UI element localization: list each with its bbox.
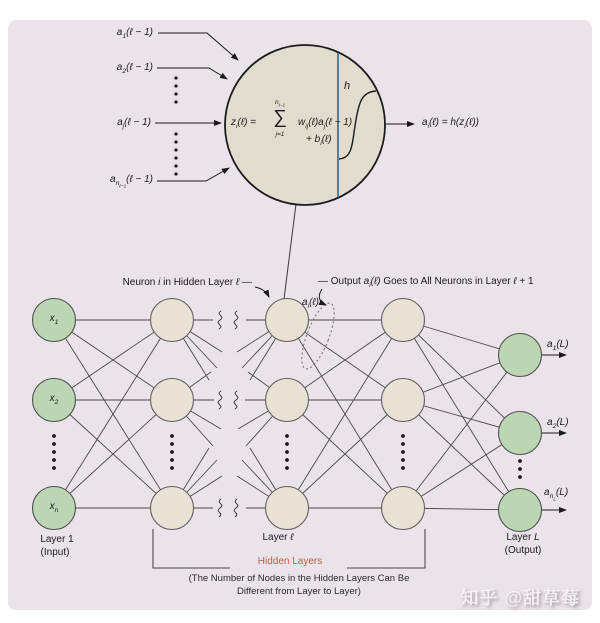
activation-h-label: h xyxy=(344,80,351,92)
layer-l1-node xyxy=(382,487,425,530)
hidden-layers-title: Hidden Layers xyxy=(257,556,323,567)
hidden-layers-caption-line2: Different from Layer to Layer) xyxy=(237,586,361,597)
detail-input-label-n: $a_{n_{\ell-1}}(\ell - 1)$ xyxy=(110,174,153,189)
output-node-nL xyxy=(499,489,542,532)
neuron-annotation-pointer xyxy=(255,287,269,297)
sum-lower-limit: j=1 xyxy=(275,131,285,138)
output-label-a2L: $a_2(L)$ xyxy=(547,417,569,430)
layer-l-label: Layer ℓ xyxy=(262,532,294,543)
edge-output-label: $a_i(\ell)$ xyxy=(302,297,319,310)
layer-L-sublabel: (Output) xyxy=(504,545,542,556)
formula-rhs-line1: $w_{ij}(\ell)a_j(\ell - 1)$ xyxy=(298,117,353,130)
output-annotation-pointer xyxy=(319,289,326,305)
hidden1-node xyxy=(151,299,194,342)
layer-l1-node xyxy=(382,299,425,342)
formula-lhs: $z_i(\ell)$ = xyxy=(231,117,257,130)
detail-input-label-2: $a_2(\ell - 1)$ xyxy=(116,62,153,75)
output-node-2 xyxy=(499,412,542,455)
output-node-1 xyxy=(499,334,542,377)
network-nodes xyxy=(33,299,542,532)
node-label-x2: $x_2$ xyxy=(49,393,59,406)
output-goes-annotation: — Output $a_i(\ell)$ Goes to All Neurons in Layer ℓ + 1 xyxy=(318,276,534,289)
layer1-sublabel: (Input) xyxy=(40,547,70,558)
neuron-output-formula: $a_i(\ell)$ = $h(z_i(\ell))$ xyxy=(422,117,480,130)
layer-L-label: Layer L xyxy=(506,532,540,543)
hidden1-node xyxy=(151,379,194,422)
layer-l1-node xyxy=(382,379,425,422)
magnifier-connector-line xyxy=(284,204,296,299)
formula-rhs-line2: + $b_i(\ell)$ xyxy=(306,134,332,147)
layer1-label: Layer 1 xyxy=(40,534,74,545)
neuron-i-annotation: Neuron i in Hidden Layer ℓ — xyxy=(122,277,252,288)
detail-input-label-j: $a_j(\ell - 1)$ xyxy=(117,117,151,130)
output-label-anL: $a_{n_L}(L)$ xyxy=(544,487,569,502)
sum-upper-limit: $n_{\ell-1}$ xyxy=(274,99,286,108)
detail-input-arrows xyxy=(155,33,238,181)
node-label-xn: $x_n$ xyxy=(49,501,59,514)
layer-l-node xyxy=(266,379,309,422)
hidden1-node xyxy=(151,487,194,530)
layer-break-squiggles xyxy=(218,311,238,517)
output-label-a1L: $a_1(L)$ xyxy=(547,339,569,352)
detail-input-label-1: $a_1(\ell - 1)$ xyxy=(116,27,153,40)
hidden-layers-caption-line1: (The Number of Nodes in the Hidden Layers Can Be xyxy=(188,573,410,584)
sum-sigma: ∑ xyxy=(273,107,287,128)
node-label-x1: $x_1$ xyxy=(49,313,59,326)
layer-l-node xyxy=(266,487,309,530)
zhihu-watermark: 知乎 @甜草莓 xyxy=(460,588,580,608)
